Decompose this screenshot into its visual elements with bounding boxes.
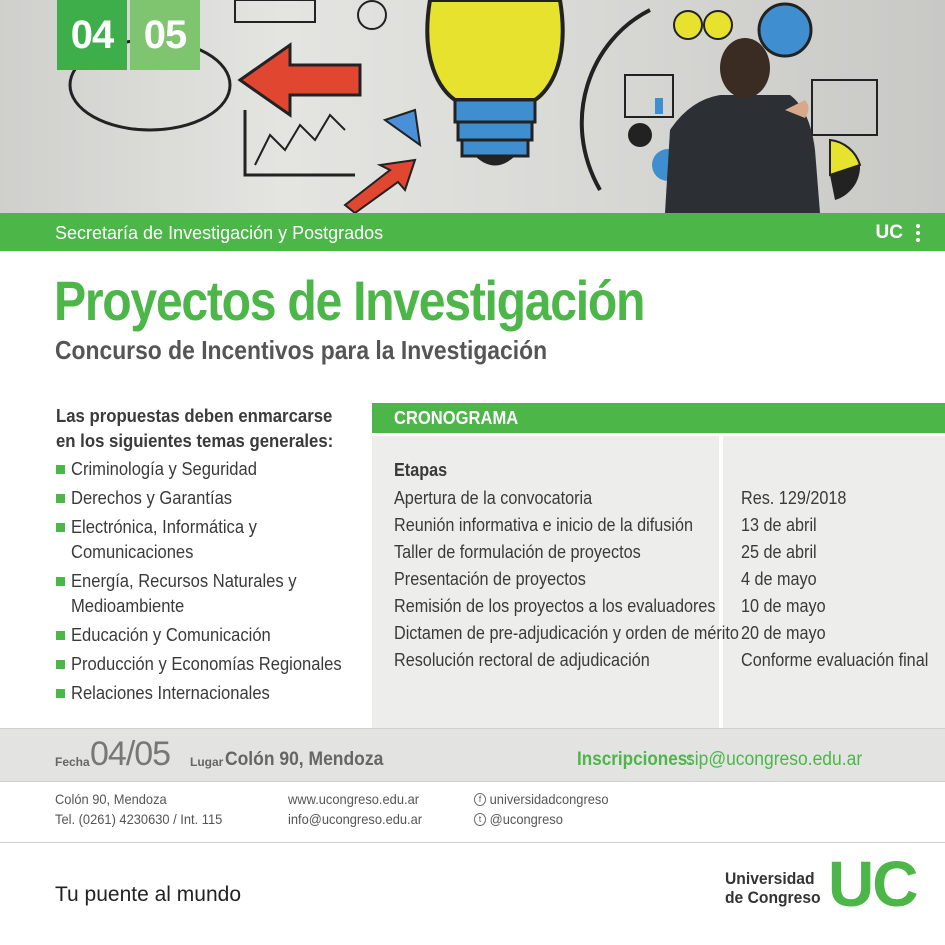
university-name-line2: de Congreso xyxy=(725,888,821,907)
fecha-value: 04/05 xyxy=(90,735,171,773)
topics-intro-line1: Las propuestas deben enmarcarse xyxy=(56,406,333,426)
stage-date: 10 de mayo xyxy=(741,596,826,616)
bullet-square-icon xyxy=(56,689,65,698)
page-subtitle: Concurso de Incentivos para la Investigación xyxy=(55,335,548,365)
uc-logo: UC xyxy=(828,848,917,920)
bullet-square-icon xyxy=(56,523,65,532)
topic-text: Criminología y Seguridad xyxy=(71,459,257,479)
twitter-link[interactable] xyxy=(474,809,609,829)
stage-name: Resolución rectoral de adjudicación xyxy=(394,650,650,670)
stages-title: Etapas xyxy=(394,460,448,480)
facebook-handle: universidadcongreso xyxy=(489,791,609,807)
inscripciones-email-link[interactable]: sip@ucongreso.edu.ar xyxy=(686,749,863,770)
stage-name: Dictamen de pre-adjudicación y orden de mérito xyxy=(394,623,739,643)
topic-text-cont: Medioambiente xyxy=(71,596,185,616)
bullet-square-icon xyxy=(56,660,65,669)
schedule-heading xyxy=(372,403,945,433)
contact-phone: Tel. (0261) 4230630 / Int. 115 xyxy=(55,811,223,827)
schedule-heading-text: CRONOGRAMA xyxy=(394,408,519,428)
lugar-label: Lugar xyxy=(190,755,224,769)
stage-date: Res. 129/2018 xyxy=(741,488,847,508)
department-bar xyxy=(0,213,945,251)
facebook-icon: f xyxy=(474,793,486,806)
stage-name: Presentación de proyectos xyxy=(394,569,586,589)
stage-date: Conforme evaluación final xyxy=(741,650,929,670)
hero-banner xyxy=(0,0,945,213)
topic-item xyxy=(56,652,356,677)
twitter-icon: t xyxy=(474,813,486,826)
tagline: Tu puente al mundo xyxy=(55,883,242,906)
stage-date: 25 de abril xyxy=(741,542,817,562)
topics-intro-line2: en los siguientes temas generales: xyxy=(56,431,334,451)
page-title: Proyectos de Investigación xyxy=(54,269,645,332)
date-day-box: 04 xyxy=(57,0,127,70)
uc-mini-logo: UC xyxy=(875,222,903,243)
topic-item xyxy=(56,569,356,619)
facebook-link[interactable] xyxy=(474,789,609,809)
topic-item xyxy=(56,457,356,482)
fecha-label: Fecha xyxy=(55,755,90,769)
contact-address-block xyxy=(55,789,222,829)
stage-date: 20 de mayo xyxy=(741,623,826,643)
email-link[interactable]: info@ucongreso.edu.ar xyxy=(288,811,423,827)
contact-web-block xyxy=(288,789,422,829)
topic-text: Electrónica, Informática y xyxy=(71,517,257,537)
stage-name: Reunión informativa e inicio de la difusión xyxy=(394,515,693,535)
topic-item xyxy=(56,623,356,648)
department-name: Secretaría de Investigación y Postgrados xyxy=(55,223,384,243)
topic-text-cont: Comunicaciones xyxy=(71,542,194,562)
topic-text: Producción y Economías Regionales xyxy=(71,654,342,674)
date-month-box: 05 xyxy=(130,0,200,70)
university-name-line1: Universidad xyxy=(725,869,815,888)
topic-text: Derechos y Garantías xyxy=(71,488,233,508)
stage-name: Taller de formulación de proyectos xyxy=(394,542,641,562)
contact-social-block xyxy=(474,789,609,829)
topics-intro xyxy=(56,404,335,454)
topic-text: Educación y Comunicación xyxy=(71,625,271,645)
twitter-handle: @ucongreso xyxy=(489,811,563,827)
stage-date: 4 de mayo xyxy=(741,569,817,589)
bullet-square-icon xyxy=(56,465,65,474)
lugar-value: Colón 90, Mendoza xyxy=(225,749,384,770)
topic-item xyxy=(56,681,356,706)
stage-name: Apertura de la convocatoria xyxy=(394,488,593,508)
contact-address: Colón 90, Mendoza xyxy=(55,791,167,807)
topic-text: Energía, Recursos Naturales y xyxy=(71,571,297,591)
topic-text: Relaciones Internacionales xyxy=(71,683,270,703)
topics-list xyxy=(56,457,356,710)
university-name xyxy=(725,869,821,907)
inscripciones-label: Inscripciones: xyxy=(577,749,693,770)
bullet-square-icon xyxy=(56,631,65,640)
bullet-square-icon xyxy=(56,494,65,503)
event-info-bar xyxy=(0,728,945,782)
topic-item xyxy=(56,515,356,565)
website-link[interactable]: www.ucongreso.edu.ar xyxy=(288,791,420,807)
stage-date: 13 de abril xyxy=(741,515,817,535)
footer-divider xyxy=(0,842,945,843)
stage-name: Remisión de los proyectos a los evaluadores xyxy=(394,596,716,616)
topic-item xyxy=(56,486,356,511)
bullet-square-icon xyxy=(56,577,65,586)
vertical-dots-icon xyxy=(916,224,922,245)
